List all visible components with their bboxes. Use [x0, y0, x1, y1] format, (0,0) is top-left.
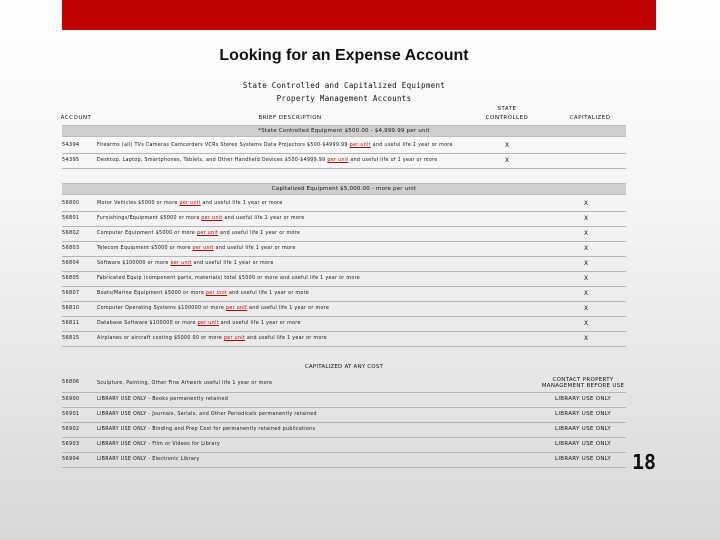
table-row	[62, 407, 626, 423]
row-description	[97, 211, 305, 226]
description-text-end: and useful life 1 year or more	[372, 143, 453, 148]
x-mark: X	[584, 290, 589, 297]
description-text: Boats/Marine Equipment $5000 or more	[97, 291, 205, 296]
header-capitalized: CAPITALIZED	[569, 115, 611, 121]
row-description	[97, 153, 438, 168]
row-description: LIBRARY USE ONLY - Electronic Library	[97, 457, 200, 462]
table-row	[62, 153, 626, 169]
table-row	[62, 256, 626, 272]
account-number: 56807	[62, 290, 80, 296]
table-row	[62, 422, 626, 438]
per-unit-link: per unit	[197, 321, 219, 326]
account-number: 56811	[62, 320, 80, 326]
x-mark: X	[584, 305, 589, 312]
description-text: Database Software $100000 or more	[97, 321, 196, 326]
table-row	[62, 392, 626, 408]
page-number: 18	[632, 450, 657, 474]
row-description	[97, 286, 309, 301]
table-row	[62, 331, 626, 347]
description-text-end: and useful life 1 year or more	[215, 246, 296, 251]
description-text: Computer Equipment $5000 or more	[97, 231, 196, 236]
account-number: 56805	[62, 275, 80, 281]
usage-note: LIBRARY USE ONLY	[554, 426, 612, 432]
table-row	[62, 375, 626, 393]
table-row	[62, 226, 626, 242]
table-row	[62, 301, 626, 317]
per-unit-link: per unit	[197, 231, 219, 236]
per-unit-link: per unit	[349, 143, 371, 148]
table-row	[62, 452, 626, 468]
account-number: 56810	[62, 305, 80, 311]
description-text: Telecom Equipment $5000 or more	[97, 246, 191, 251]
per-unit-link: per unit	[192, 246, 214, 251]
x-mark: X	[584, 230, 589, 237]
description-text-end: and useful life 1 year or more	[224, 216, 305, 221]
account-number: 56801	[62, 215, 80, 221]
description-text: Furnishings/Equipment $5000 or more	[97, 216, 200, 221]
per-unit-link: per unit	[170, 261, 192, 266]
description-text-end: and useful life 1 year or more	[202, 201, 283, 206]
account-number: 56903	[62, 441, 80, 447]
description-text-end: and useful life 1 year or more	[246, 336, 327, 341]
x-mark: X	[584, 260, 589, 267]
account-number: 56806	[62, 379, 80, 385]
row-description: Sculpture, Painting, Other Fine Artwork useful life 1 year or more	[97, 381, 273, 386]
table-row	[62, 286, 626, 302]
x-mark: X	[584, 320, 589, 327]
row-description	[97, 226, 300, 241]
x-mark: X	[584, 335, 589, 342]
x-mark: X	[584, 245, 589, 252]
table-row	[62, 196, 626, 212]
x-mark: X	[584, 275, 589, 282]
any-cost-band: CAPITALIZED AT ANY COST	[304, 364, 384, 370]
account-number: 56802	[62, 230, 80, 236]
description-text: Airplanes or aircraft costing $5000 00 or more	[97, 336, 223, 341]
description-text-end: and useful life 1 year or more	[248, 306, 330, 311]
capitalized-band: Capitalized Equipment $5,000.00 - more per unit	[62, 183, 626, 195]
header-description: BRIEF DESCRIPTION	[258, 115, 322, 121]
per-unit-link: per unit	[225, 306, 248, 311]
account-number: 54394	[62, 142, 80, 148]
x-mark: X	[584, 200, 589, 207]
table-row	[62, 316, 626, 332]
per-unit-link: per unit	[223, 336, 246, 341]
table-row	[62, 241, 626, 257]
account-number: 56900	[62, 396, 80, 402]
row-description: LIBRARY USE ONLY - Books permanently retained	[97, 397, 229, 402]
per-unit-link: per unit	[179, 201, 201, 206]
account-number: 56902	[62, 426, 80, 432]
description-text: Fabricated Equip (component parts, materials) total $5000 or more and useful life 1 year or more	[97, 276, 361, 281]
row-description: LIBRARY USE ONLY - Journals, Serials, and Other Periodicals permanently retained	[97, 412, 317, 417]
x-mark: X	[505, 142, 510, 149]
description-text: Firearms (all) TVs Cameras Camcorders VCRs Stereo Systems Data Projectors $500-$4999.99	[97, 143, 348, 148]
row-description: LIBRARY USE ONLY - Binding and Prep Cost for permanently retained publications	[97, 427, 316, 432]
table-row	[62, 211, 626, 227]
row-description	[97, 138, 453, 153]
subtitle-2: Property Management Accounts	[276, 94, 412, 103]
description-text: Motor Vehicles $5000 or more	[97, 201, 178, 206]
description-text-end: and useful life 1 year or more	[220, 231, 301, 236]
x-mark: X	[584, 215, 589, 222]
row-description	[97, 256, 274, 271]
description-text: Desktop, Laptop, Smartphones, Tablets, and Other Handheld Devices $500-$4999.99	[97, 158, 326, 163]
row-description: LIBRARY USE ONLY - Film or Videos for Library	[97, 442, 221, 447]
description-text: Software $100000 or more	[97, 261, 169, 266]
row-description	[97, 301, 329, 316]
per-unit-link: per unit	[201, 216, 223, 221]
account-number: 56803	[62, 245, 80, 251]
account-number: 56804	[62, 260, 80, 266]
description-text-end: and useful life of 1 year or more	[350, 158, 438, 163]
account-number: 56800	[62, 200, 80, 206]
usage-note: CONTACT PROPERTY MANAGEMENT BEFORE USE	[541, 377, 625, 389]
x-mark: X	[505, 157, 510, 164]
table-row	[62, 138, 626, 154]
description-text: Computer Operating Systems $100000 or more	[97, 306, 225, 311]
usage-note: LIBRARY USE ONLY	[554, 396, 612, 402]
top-red-bar	[62, 0, 656, 30]
row-description	[97, 331, 327, 346]
description-text-end: and useful life 1 year or more	[193, 261, 274, 266]
usage-note: LIBRARY USE ONLY	[554, 456, 612, 462]
per-unit-link: per unit	[205, 291, 228, 296]
account-number: 56901	[62, 411, 80, 417]
table-row	[62, 271, 626, 287]
usage-note: LIBRARY USE ONLY	[554, 441, 612, 447]
row-description	[97, 316, 301, 331]
account-number: 56904	[62, 456, 80, 462]
row-description	[97, 241, 296, 256]
page-title: Looking for an Expense Account	[219, 47, 469, 64]
subtitle-1: State Controlled and Capitalized Equipment	[242, 81, 446, 90]
table-row	[62, 437, 626, 453]
usage-note: LIBRARY USE ONLY	[554, 411, 612, 417]
row-description	[97, 271, 360, 286]
per-unit-link: per unit	[327, 158, 349, 163]
description-text-end: and useful life 1 year or more	[228, 291, 310, 296]
account-number: 54395	[62, 157, 80, 163]
state-controlled-band: *State Controlled Equipment $500.00 - $4,999.99 per unit	[62, 125, 626, 137]
row-description	[97, 196, 283, 211]
description-text-end: and useful life 1 year or more	[220, 321, 301, 326]
account-number: 56815	[62, 335, 80, 341]
header-state-controlled: STATE CONTROLLED	[485, 106, 529, 121]
header-account: ACCOUNT	[60, 115, 92, 121]
